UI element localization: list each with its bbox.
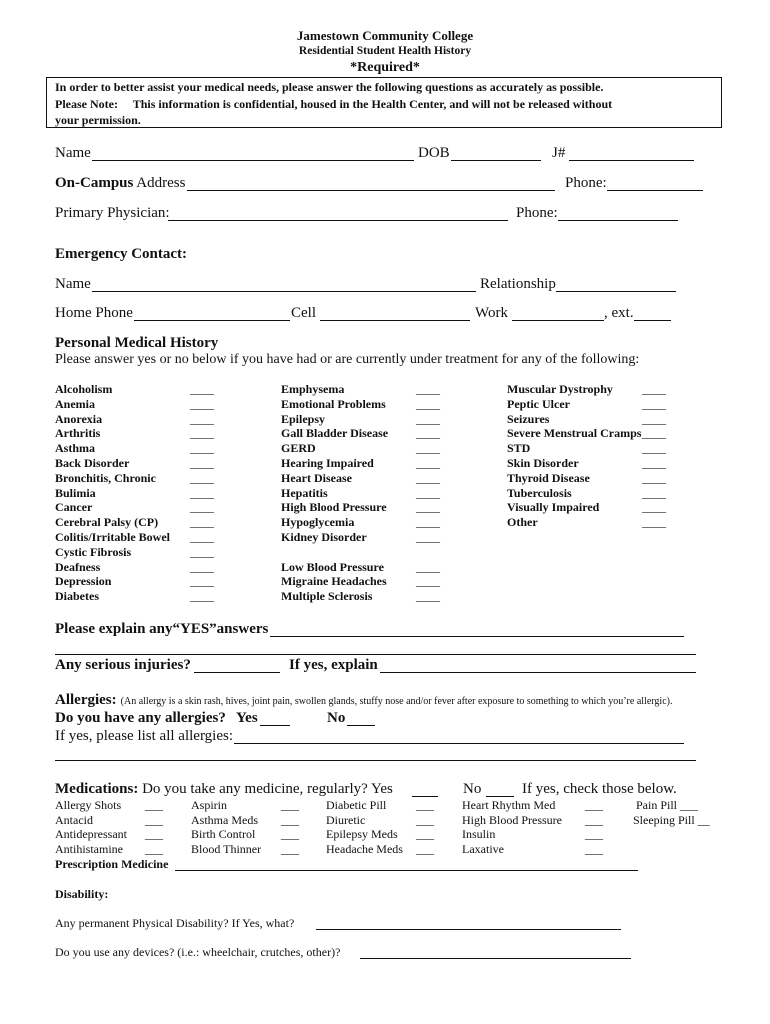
allergies-note: (An allergy is a skin rash, hives, joint pain, swollen glands, stuffy nose and/or fever after exposure to something to which you’re allergic).	[120, 696, 673, 707]
cell-field[interactable]	[320, 320, 470, 321]
physical-disability-field[interactable]	[316, 929, 621, 930]
medications-check-label: If yes, check those below.	[522, 781, 677, 797]
condition-answer-blank[interactable]: ____	[416, 515, 440, 530]
condition-label: Cerebral Palsy (CP)	[55, 515, 159, 530]
required-label: *Required*	[350, 60, 420, 75]
medication-check-blank[interactable]: ___	[585, 841, 603, 856]
condition-answer-blank[interactable]: ____	[190, 529, 214, 544]
physician-phone-field[interactable]	[558, 220, 678, 221]
condition-label: Other	[507, 515, 538, 530]
medication-label: Headache Meds	[326, 841, 403, 856]
medication-label: Diuretic	[326, 812, 366, 827]
condition-answer-blank[interactable]: ____	[416, 559, 440, 574]
history-heading: Personal Medical History	[55, 335, 219, 351]
condition-label: Low Blood Pressure	[281, 559, 384, 574]
medications-no-label: No	[463, 781, 482, 797]
cell-label: Cell	[291, 305, 316, 321]
condition-label: Arthritis	[55, 426, 101, 441]
conditions-col-1	[55, 382, 170, 604]
medications-yes-field[interactable]	[412, 796, 438, 797]
injuries-field[interactable]	[194, 672, 280, 673]
medication-check-blank[interactable]: ___	[416, 812, 434, 827]
condition-answer-blank[interactable]: ____	[190, 441, 214, 456]
medication-check-blank[interactable]: ___	[416, 841, 434, 856]
phone-field[interactable]	[607, 190, 703, 191]
condition-label: Emphysema	[281, 382, 345, 396]
medication-label: Antihistamine	[55, 841, 123, 856]
work-field[interactable]	[512, 320, 604, 321]
condition-answer-blank[interactable]: ____	[642, 396, 666, 411]
home-phone-field[interactable]	[134, 320, 290, 321]
condition-answer-blank[interactable]: ____	[642, 441, 666, 456]
condition-answer-blank[interactable]: ____	[642, 485, 666, 500]
allergies-list-field-2[interactable]	[55, 760, 696, 761]
allergies-no-label: No	[327, 710, 346, 726]
medication-check-blank[interactable]: ___	[281, 812, 299, 827]
physician-label: Primary Physician:	[55, 205, 170, 221]
dob-label: DOB	[418, 145, 450, 161]
physician-phone-label: Phone:	[516, 205, 558, 221]
condition-answer-blank[interactable]: ____	[190, 589, 214, 604]
condition-label: Cystic Fibrosis	[55, 544, 132, 559]
condition-answer-blank[interactable]: ____	[190, 500, 214, 515]
history-instructions: Please answer yes or no below if you have had or are currently under treatment for any of the following:	[55, 352, 640, 367]
medication-label: Diabetic Pill	[326, 798, 387, 812]
medications-blanks-4	[585, 798, 603, 856]
medication-check-blank[interactable]: ___	[145, 798, 163, 812]
medications-col-1	[55, 798, 127, 856]
ext-field[interactable]	[634, 320, 671, 321]
conditions-col-3	[507, 382, 641, 530]
condition-label: Skin Disorder	[507, 455, 579, 470]
condition-answer-blank[interactable]: ____	[416, 455, 440, 470]
medication-label: Asthma Meds	[191, 812, 258, 827]
medications-question: Do you take any medicine, regularly? Yes	[142, 781, 393, 797]
condition-label: Colitis/Irritable Bowel	[55, 529, 170, 544]
condition-label: Deafness	[55, 559, 101, 574]
condition-label: Migraine Headaches	[281, 574, 387, 589]
condition-answer-blank[interactable]: ____	[190, 485, 214, 500]
condition-answer-blank[interactable]: ____	[416, 485, 440, 500]
condition-answer-blank[interactable]: ____	[416, 441, 440, 456]
devices-field[interactable]	[360, 958, 631, 959]
emergency-heading: Emergency Contact:	[55, 246, 188, 262]
medications-col-2	[191, 798, 261, 856]
address-label: Address	[136, 175, 186, 191]
condition-answer-blank[interactable]: ____	[642, 411, 666, 426]
condition-label: Tuberculosis	[507, 485, 572, 500]
medication-label: Allergy Shots	[55, 798, 122, 812]
condition-answer-blank[interactable]: ____	[190, 559, 214, 574]
medication-label: Pain Pill ___	[636, 798, 699, 812]
condition-label: Epilepsy	[281, 411, 326, 426]
allergies-question: Do you have any allergies?	[55, 710, 226, 726]
medication-check-blank[interactable]: ___	[416, 827, 434, 842]
condition-label: Thyroid Disease	[507, 470, 590, 485]
medication-check-blank[interactable]: ___	[145, 812, 163, 827]
condition-answer-blank[interactable]: ____	[190, 455, 214, 470]
j-number-field[interactable]	[569, 160, 694, 161]
condition-label: GERD	[281, 441, 316, 456]
prescription-label: Prescription Medicine	[55, 857, 169, 871]
condition-label: Hearing Impaired	[281, 455, 374, 470]
notice-line-1: In order to better assist your medical needs, please answer the following questions as accurately as possible.	[55, 80, 604, 94]
medications-col-4	[462, 798, 562, 856]
condition-label: Peptic Ulcer	[507, 396, 570, 411]
condition-answer-blank[interactable]: ____	[190, 574, 214, 589]
condition-label: Cancer	[55, 500, 93, 515]
condition-answer-blank[interactable]: ____	[190, 544, 214, 559]
condition-label: Heart Disease	[281, 470, 352, 485]
allergies-yes-label: Yes	[236, 710, 258, 726]
condition-label: Back Disorder	[55, 455, 130, 470]
condition-answer-blank[interactable]: ____	[642, 455, 666, 470]
emergency-name-label: Name	[55, 276, 91, 292]
medication-check-blank[interactable]: ___	[585, 798, 603, 812]
medication-label: Epilepsy Meds	[326, 827, 398, 842]
medication-check-blank[interactable]: ___	[281, 827, 299, 842]
condition-label: Hepatitis	[281, 485, 328, 500]
condition-label: Diabetes	[55, 589, 99, 604]
condition-label: Bronchitis, Chronic	[55, 470, 156, 485]
condition-label: Asthma	[55, 441, 96, 456]
condition-answer-blank[interactable]: ____	[416, 426, 440, 441]
medication-label: Sleeping Pill __	[633, 812, 710, 827]
condition-answer-blank[interactable]: ____	[642, 470, 666, 485]
injuries-explain-label: If yes, explain	[289, 657, 378, 673]
condition-label: Gall Bladder Disease	[281, 426, 389, 441]
allergies-no-field[interactable]	[347, 725, 375, 726]
conditions-col-2	[281, 382, 388, 604]
condition-answer-blank[interactable]: ____	[416, 382, 440, 396]
conditions-answers-col-3	[642, 382, 666, 530]
phone-label: Phone:	[565, 175, 607, 191]
emergency-name-field[interactable]	[92, 291, 476, 292]
condition-answer-blank[interactable]: ____	[190, 411, 214, 426]
condition-answer-blank[interactable]: ____	[190, 382, 214, 396]
medications-blanks-3	[416, 798, 434, 856]
condition-label: Muscular Dystrophy	[507, 382, 613, 396]
medication-check-blank[interactable]: ___	[145, 841, 163, 856]
condition-answer-blank[interactable]: ____	[190, 396, 214, 411]
condition-label: Alcoholism	[55, 382, 113, 396]
condition-label: Seizures	[507, 411, 550, 426]
explain-yes-field-2[interactable]	[55, 654, 696, 655]
condition-label: Severe Menstrual Cramps	[507, 426, 642, 441]
allergies-list-field[interactable]	[234, 743, 684, 744]
condition-label: STD	[507, 441, 531, 456]
explain-yes-field[interactable]	[270, 636, 684, 637]
medications-heading: Medications:	[55, 781, 139, 797]
physician-field[interactable]	[168, 220, 508, 221]
medication-check-blank[interactable]: ___	[585, 827, 603, 842]
medication-label: Insulin	[462, 827, 496, 842]
condition-answer-blank[interactable]: ____	[416, 470, 440, 485]
condition-answer-blank[interactable]: ____	[416, 574, 440, 589]
medication-check-blank[interactable]: ___	[585, 812, 603, 827]
notice-line-3: your permission.	[55, 113, 141, 127]
work-label: Work	[475, 305, 508, 321]
medication-check-blank[interactable]: ___	[416, 798, 434, 812]
medication-check-blank[interactable]: ___	[281, 841, 299, 856]
relationship-field[interactable]	[556, 291, 676, 292]
dob-field[interactable]	[451, 160, 541, 161]
medication-label: Blood Thinner	[191, 841, 262, 856]
allergies-list-label: If yes, please list all allergies:	[55, 728, 234, 744]
condition-answer-blank[interactable]: ____	[190, 470, 214, 485]
condition-answer-blank[interactable]: ____	[642, 382, 666, 396]
condition-label: Visually Impaired	[507, 500, 600, 515]
allergies-heading: Allergies:	[55, 692, 117, 708]
prescription-field[interactable]	[175, 870, 638, 871]
medications-col-5	[633, 798, 710, 827]
condition-answer-blank[interactable]: ____	[190, 426, 214, 441]
disability-heading: Disability:	[55, 887, 109, 901]
physical-disability-question: Any permanent Physical Disability? If Yes, what?	[55, 916, 295, 930]
condition-answer-blank[interactable]: ____	[416, 589, 440, 604]
home-phone-label: Home Phone	[55, 305, 133, 321]
condition-answer-blank[interactable]: ____	[642, 500, 666, 515]
medication-label: Antidepressant	[55, 827, 127, 842]
medication-label: Aspirin	[191, 798, 227, 812]
injuries-label: Any serious injuries?	[55, 657, 191, 673]
condition-label: Hypoglycemia	[281, 515, 355, 530]
condition-answer-blank[interactable]: ____	[642, 426, 666, 441]
condition-answer-blank[interactable]: ____	[416, 529, 440, 544]
on-campus-label: On-Campus	[55, 175, 134, 191]
j-number-label: J#	[552, 145, 566, 161]
injuries-explain-field[interactable]	[380, 672, 696, 673]
medication-label: Heart Rhythm Med	[462, 798, 556, 812]
condition-label: Bulimia	[55, 485, 96, 500]
condition-label: Emotional Problems	[281, 396, 386, 411]
name-label: Name	[55, 145, 91, 161]
condition-label: Kidney Disorder	[281, 529, 367, 544]
condition-label: Depression	[55, 574, 112, 589]
condition-label: Anorexia	[55, 411, 103, 426]
condition-answer-blank[interactable]: ____	[416, 411, 440, 426]
form-title: Residential Student Health History	[298, 45, 472, 57]
devices-question: Do you use any devices? (i.e.: wheelchair, crutches, other)?	[55, 945, 341, 959]
conditions-answers-col-2	[416, 382, 440, 604]
address-field[interactable]	[187, 190, 555, 191]
ext-label: , ext.	[604, 305, 634, 321]
medication-check-blank[interactable]: ___	[281, 798, 299, 812]
medication-label: Birth Control	[191, 827, 256, 842]
condition-answer-blank[interactable]: ____	[642, 515, 666, 530]
medication-check-blank[interactable]: ___	[145, 827, 163, 842]
condition-answer-blank[interactable]: ____	[416, 396, 440, 411]
medications-no-field[interactable]	[486, 796, 514, 797]
name-field[interactable]	[92, 160, 414, 161]
relationship-label: Relationship	[480, 276, 556, 292]
medication-label: High Blood Pressure	[462, 812, 562, 827]
condition-label: Anemia	[55, 396, 95, 411]
condition-answer-blank[interactable]: ____	[416, 500, 440, 515]
condition-answer-blank[interactable]: ____	[190, 515, 214, 530]
medications-blanks-2	[281, 798, 299, 856]
medications-col-3	[326, 798, 403, 856]
medication-label: Laxative	[462, 841, 504, 856]
medications-blanks-1	[145, 798, 163, 856]
condition-label: Multiple Sclerosis	[281, 589, 373, 604]
college-name: Jamestown Community College	[296, 28, 474, 43]
medication-label: Antacid	[55, 812, 93, 827]
conditions-answers-col-1	[190, 382, 214, 604]
condition-label: High Blood Pressure	[281, 500, 387, 515]
explain-yes-label: Please explain any“YES”answers	[55, 621, 269, 637]
allergies-yes-field[interactable]	[260, 725, 290, 726]
notice-line-2: Please Note: This information is confidential, housed in the Health Center, and will not be released without	[55, 97, 613, 111]
